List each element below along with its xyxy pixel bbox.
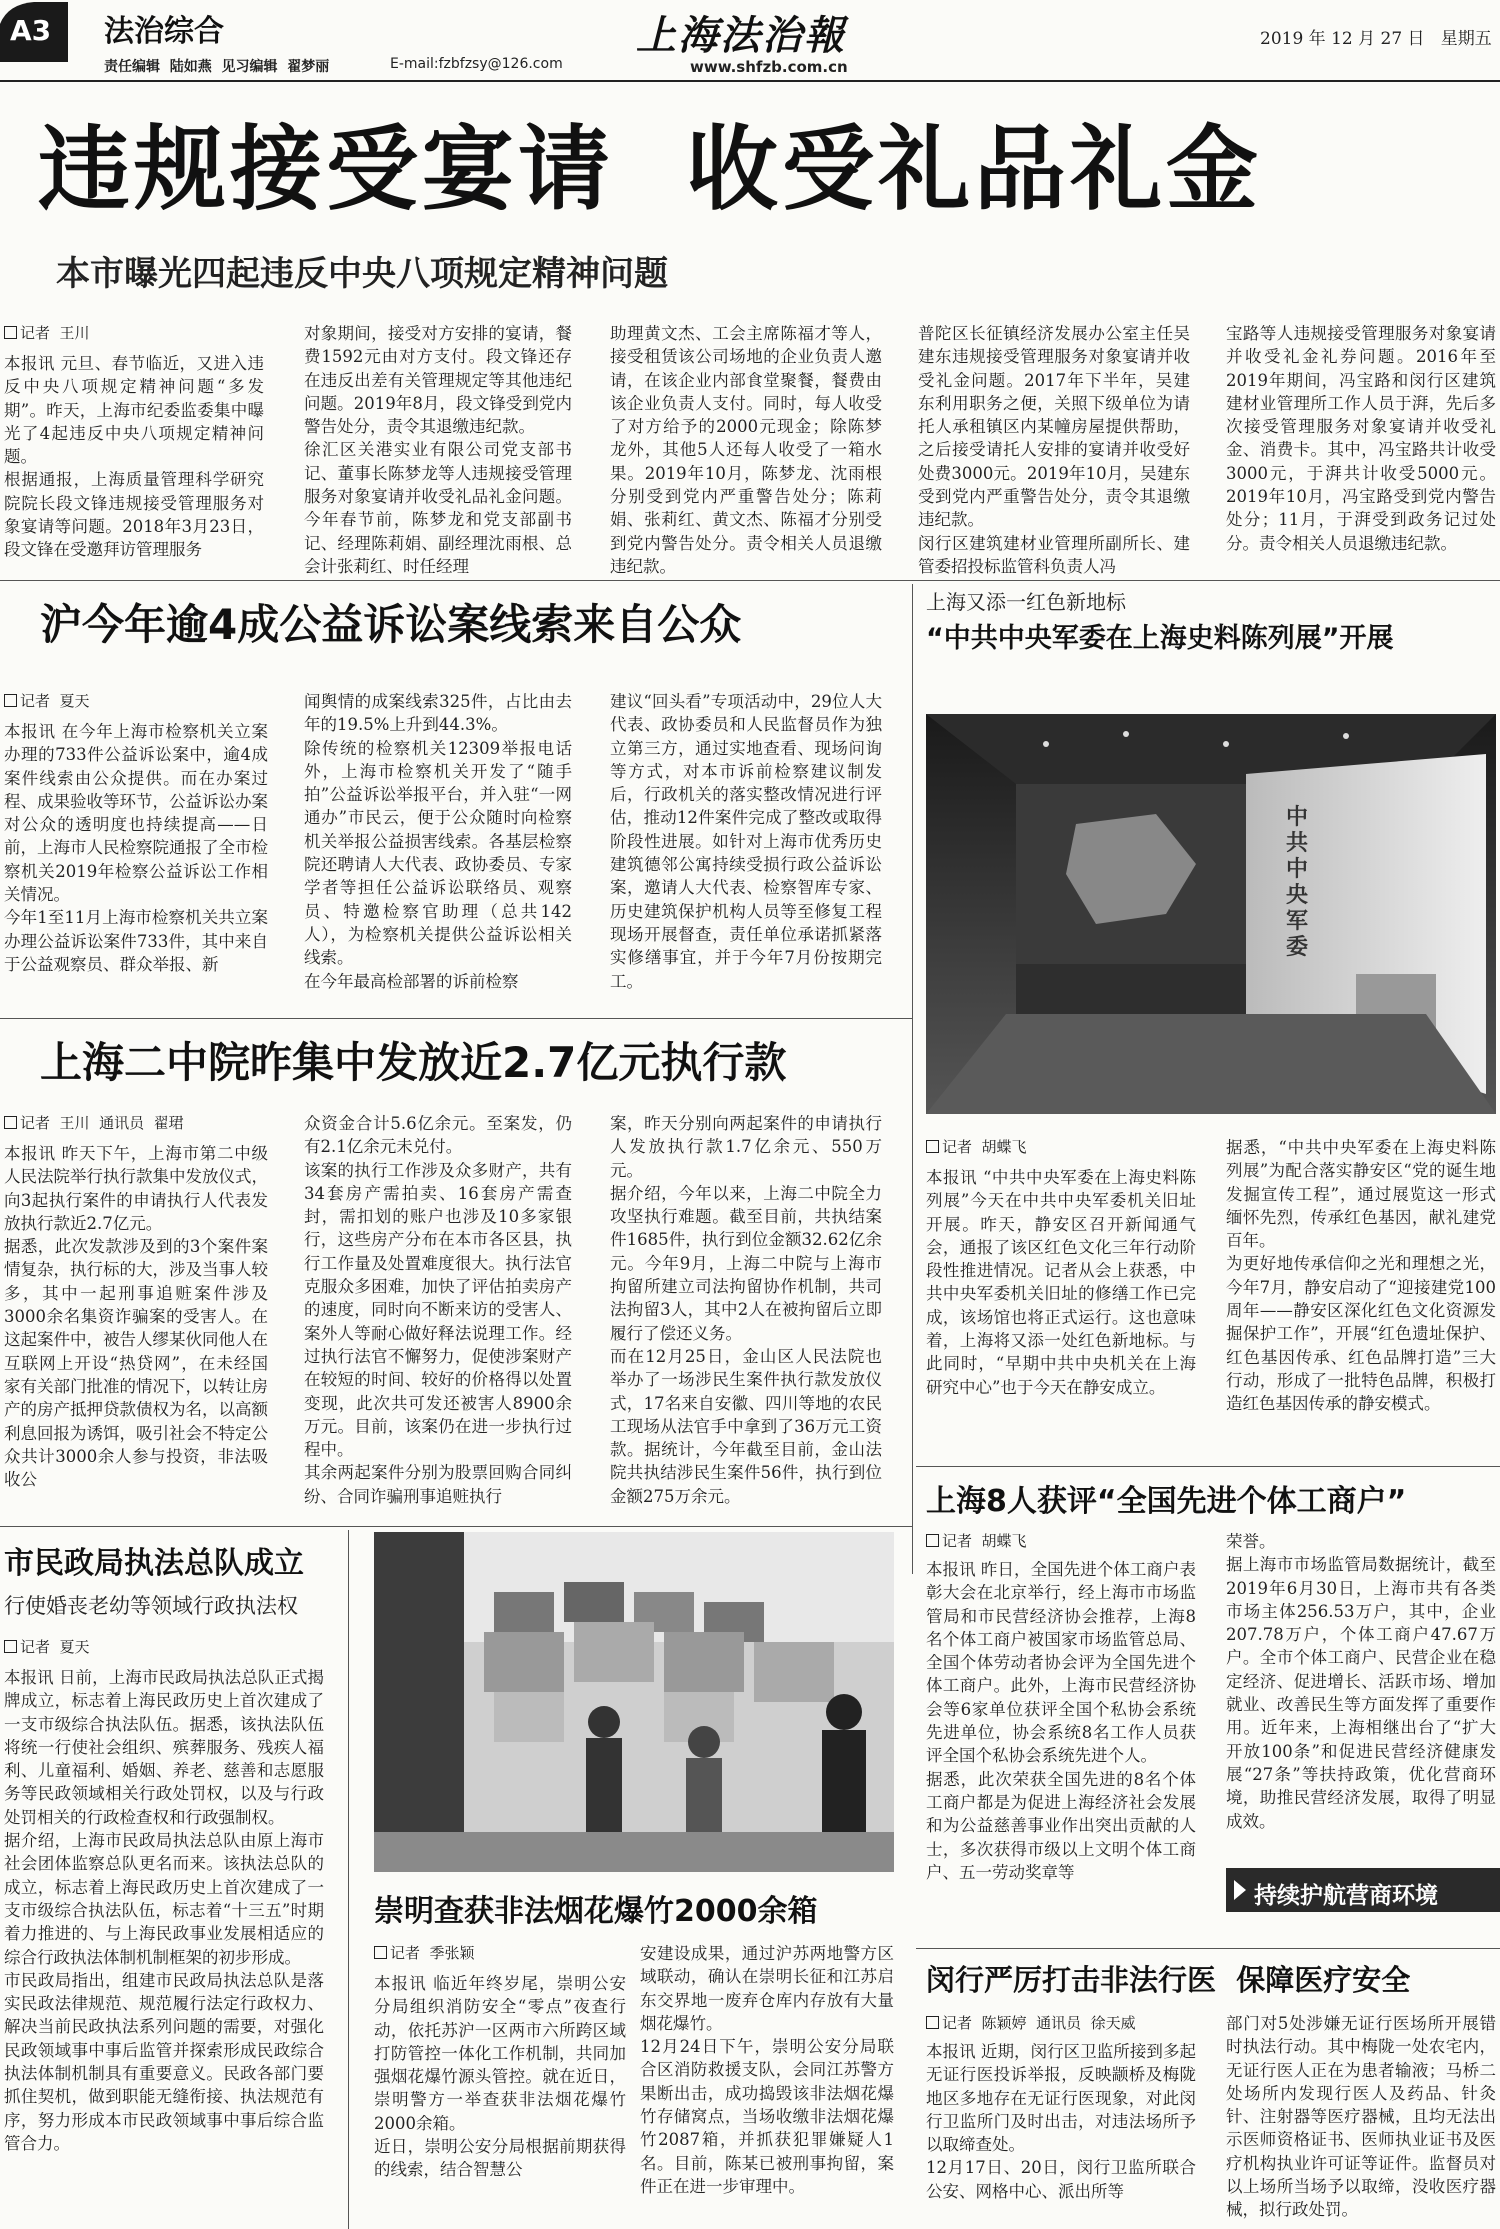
page-number: A3 <box>10 14 52 47</box>
lead-reporter <box>4 322 90 343</box>
lead-bottom-rule <box>0 580 1500 581</box>
lead-col-1: 本报讯 元旦、春节临近，又进入违反中央八项规定精神问题“多发期”。昨天，上海市纪委监委集中曝光了4起违反中央八项规定精神问题。 根据通报，上海质量管理科学研究院院长段文锋违规接受管理服务对象宴请等问题。2018年3月23日，段文锋在受邀拜访管理服务 <box>4 354 264 560</box>
reporter-box-icon <box>926 1534 939 1547</box>
story6-reporter <box>4 1636 90 1657</box>
reporter-box-icon <box>4 694 17 707</box>
story7-col-1: 本报讯 临近年终岁尾，崇明公安分局组织消防安全“零点”夜查行动，依托苏沪一区两市六所跨区域打防管控一体化工作机制，共同加强烟花爆竹源头管控。就在近日，崇明警方一举查获非法烟花爆竹2000余箱。 近日，崇明公安分局根据前期获得的线索，结合智慧公 <box>374 1974 626 2180</box>
lead-col-5: 宝路等人违规接受管理服务对象宴请并收受礼金礼券问题。2016年至2019年期间，冯宝路和闵行区建筑建材业管理所工作人员于湃，先后多次接受管理服务对象宴请并收受礼金、消费卡。其中，冯宝路共计收受3000元，于湃共计收受5000元。2019年10月，冯宝路受到党内警告处分；11月，于湃受到政务记过处分。责令相关人员退缴违纪款。 <box>1226 324 1496 553</box>
story5-col-2: 荣誉。 据上海市市场监管局数据统计，截至2019年6月30日，上海市共有各类市场主体256.53万户，其中，企业207.78万户，个体工商户47.67万户。全市个体工商户、民营企业在稳定经济、促进增长、活跃市场、增加就业、改善民生等方面发挥了重要作用。近年来，上海相继出台了“扩大开放100条”和促进民营经济健康发展“27条”等扶持政策，优化营商环境，助推民营经济发展，取得了明显成效。 <box>1226 1532 1496 1831</box>
story6-7-divider <box>348 1530 349 2229</box>
reporter-box-icon <box>926 2016 939 2029</box>
story4-kicker: 上海又添一红色新地标 <box>926 590 1126 614</box>
story2-col-2: 闻舆情的成案线索325件，占比由去年的19.5%上升到44.3%。 除传统的检察机关12309举报电话外，上海市检察机关开发了“随手拍”公益诉讼举报平台，并入驻“一网通办”市民云，便于公众随时向检察机关举报公益损害线索。各基层检察院还聘请人大代表、政协委员、专家学者等担任公益诉讼联络员、观察员、特邀检察官助理（总共142人），为检察机关提供公益诉讼相关线索。 在今年最高检部署的诉前检察 <box>304 692 572 991</box>
issue-date: 2019 年 12 月 27 日 星期五 <box>1260 29 1492 49</box>
masthead-rule <box>0 80 1500 82</box>
lead-headline: 违规接受宴请 收受礼品礼金 <box>38 116 1263 223</box>
story4-col-2: 据悉，“中共中央军委在上海史料陈列展”为配合落实静安区“党的诞生地发掘宣传工程”，通过展览这一形式缅怀先烈，传承红色基因，献礼建党百年。 为更好地传承信仰之光和理想之光，今年7月，静安启动了“迎接建党100周年——静安区深化红色文化资源发掘保护工作”，开展“红色遗址保护、红色基因传承、红色品牌打造”三大行动，形成了一批特色品牌，积极打造红色基因传承的静安模式。 <box>1226 1138 1496 1414</box>
lead-col-4: 普陀区长征镇经济发展办公室主任吴建东违规接受管理服务对象宴请并收受礼金问题。2017年下半年，吴建东利用职务之便，关照下级单位为请托人承租镇区内某幢房屋提供帮助，之后接受请托人安排的宴请并收受好处费3000元。2019年10月，吴建东受到党内严重警告处分，责令其退缴违纪款。 闵行区建筑建材业管理所副所长、建管委招投标监管科负责人冯 <box>918 324 1190 576</box>
lead-reporter-name: 记者 王川 <box>20 324 90 342</box>
editor-email[interactable]: E-mail:fzbfzsy@126.com <box>390 56 563 72</box>
page-number-badge <box>0 0 68 62</box>
story7-reporter-name: 记者 季张颖 <box>390 1944 475 1962</box>
story5-col-1: 本报讯 昨日，全国先进个体工商户表彰大会在北京举行，经上海市市场监管局和市民营经济协会推荐，上海8名个体工商户被国家市场监管总局、全国个体劳动者协会评为全国先进个体工商户。此外，上海市民营经济协会等6家单位获评全国个私协会系统先进单位，协会系统8名工作人员获评全国个私协会系统先进个人。 据悉，此次荣获全国先进的8名个体工商户都是为促进上海经济社会发展和为公益慈善事业作出突出贡献的人士，多次获得市级以上文明个体工商户、五一劳动奖章等 <box>926 1560 1196 1882</box>
story7-reporter <box>374 1942 475 1963</box>
fireworks-seizure-photo <box>374 1532 894 1872</box>
story4-reporter-name: 记者 胡蝶飞 <box>942 1138 1027 1156</box>
story4-col-1: 本报讯 “中共中央军委在上海史料陈列展”今天在中共中央军委机关旧址开展。昨天，静安区召开新闻通气会，通报了该区红色文化三年行动阶段性推进情况。记者从会上获悉，中共中央军委机关旧址的修缮工作已完成，该场馆也将正式运行。这也意味着，上海将又添一处红色新地标。与此同时，“早期中共中央机关在上海研究中心”也于今天在静安成立。 <box>926 1168 1196 1397</box>
story3-col-2: 众资金合计5.6亿余元。至案发，仍有2.1亿余元未兑付。 该案的执行工作涉及众多财产，共有34套房产需拍卖、16套房产需查封，需扣划的账户也涉及10多家银行，这些房产分布在本市各区县，执行工作量及处置难度很大。执行法官克服众多困难，加快了评估拍卖房产的速度，同时向不断来访的受害人、案外人等耐心做好释法说理工作。经过执行法官不懈努力，促使涉案财产在较短的时间、较好的价格得以处置变现，此次共可发还被害人8900余万元。目前，该案仍在进一步执行过程中。 其余两起案件分别为股票回购合同纠纷、合同诈骗刑事追赃执行 <box>304 1114 572 1506</box>
story8-col-1: 本报讯 近期，闵行区卫监所接到多起无证行医投诉举报，反映颛桥及梅陇地区多地存在无证行医现象，对此闵行卫监所门及时出击，对违法场所予以取缔查处。 12月17日、20日，闵行卫监所联合公安、网格中心、派出所等 <box>926 2042 1196 2201</box>
story7-col-2: 安建设成果，通过沪苏两地警方区域联动，确认在崇明长征和江苏启东交界地一废弃仓库内存放有大量烟花爆竹。 12月24日下午，崇明公安分局联合区消防救援支队，会同江苏警方果断出击，成功捣毁该非法烟花爆竹存储窝点，当场收缴非法烟花爆竹2087箱，并抓获犯罪嫌疑人1名。目前，陈某已被刑事拘留，案件正在进一步审理中。 <box>640 1944 894 2196</box>
story8-reporter-name: 记者 陈颖婷 通讯员 徐天威 <box>942 2014 1136 2032</box>
story2-col-3: 建议“回头看”专项活动中，29位人大代表、政协委员和人民监督员作为独立第三方，通过实地查看、现场问询等方式，对本市诉前检察建议制发后，行政机关的落实整改情况进行评估，推动12件案件完成了整改或取得阶段性进展。如针对上海市优秀历史建筑德邻公寓持续受损行政公益诉讼案，邀请人大代表、检察智库专家、历史建筑保护机构人员等至修复工程现场开展督查，责任单位承诺抓紧落实修缮事宜，并于今年7月份按期完工。 <box>610 692 882 991</box>
story3-reporter <box>4 1112 184 1133</box>
banner-arrow-icon <box>1234 1880 1246 1900</box>
story5-headline: 上海8人获评“全国先进个体工商户” <box>926 1484 1407 1519</box>
story6-text: 本报讯 日前，上海市民政局执法总队正式揭牌成立，标志着上海民政历史上首次建成了一支市级综合执法队伍。据悉，该执法队伍将统一行使社会组织、殡葬服务、残疾人福利、儿童福利、婚姻、养老、慈善和志愿服务等民政领域相关行政处罚权，以及与行政处罚相关的行政检查权和行政强制权。 据介绍，上海市民政局执法总队由原上海市社会团体监察总队更名而来。该执法总队的成立，标志着上海民政历史上首次建成了一支市级综合执法队伍，标志着“十三五”时期着力推进的、与上海民政事业发展相适应的综合行政执法体制机制框架的初步形成。 市民政局指出，组建市民政局执法总队是落实民政法律规范、规范履行法定行政权力、解决当前民政执法系列问题的需要，对强化民政领域事中事后监管并探索形成民政综合执法体制机制具有重要意义。民政各部门要抓住契机，做到职能无缝衔接、执法规范有序，努力形成本市民政领域事中事后综合监管合力。 <box>4 1668 324 2153</box>
reporter-box-icon <box>4 1116 17 1129</box>
story5-top-rule <box>916 1466 1500 1467</box>
story6-headline: 市民政局执法总队成立 <box>4 1546 304 1581</box>
newspaper-website[interactable]: www.shfzb.com.cn <box>690 58 848 76</box>
story2-reporter <box>4 690 90 711</box>
story2-col-1: 本报讯 在今年上海市检察机关立案办理的733件公益诉讼案中，逾4成案件线索由公众提供。而在办案过程、成果验收等环节，公益诉讼办案对公众的透明度也持续提高——日前，上海市人民检察院通报了全市检察机关2019年检察公益诉讼工作相关情况。 今年1至11月上海市检察机关共立案办理公益诉讼案件733件，其中来自于公益观察员、群众举报、新 <box>4 722 268 974</box>
story4-reporter <box>926 1136 1027 1157</box>
lead-col-3: 助理黄文杰、工会主席陈福才等人，接受租赁该公司场地的企业负责人邀请，在该企业内部食堂聚餐，餐费由该企业负责人支付。同时，每人收受了对方给予的2000元现金；除陈梦龙外，其他5人还每人收受了一箱水果。2019年10月，陈梦龙、沈雨根分别受到党内严重警告处分；陈莉娟、张莉红、黄文杰、陈福才分别受到党内警告处分。责令相关人员退缴违纪款。 <box>610 324 882 576</box>
section-title: 法治综合 <box>104 14 224 49</box>
story3-col-3: 案，昨天分别向两起案件的申请执行人发放执行款1.7亿余元、550万元。 据介绍，今年以来，上海二中院全力攻坚执行难题。截至目前，共执结案件1685件，执行到位金额32.62亿余元。今年9月，上海二中院与上海市拘留所建立司法拘留协作机制，共司法拘留3人，其中2人在被拘留后立即履行了偿还义务。 而在12月25日，金山区人民法院也举办了一场涉民生案件执行款发放仪式，17名来自安徽、四川等地的农民工现场从法官手中拿到了36万元工资款。据统计，今年截至目前，金山法院共执结涉民生案件56件，执行到位金额275万余元。 <box>610 1114 882 1506</box>
exhibition-sign-text: 中共中央军委 <box>1286 804 1309 960</box>
story5-reporter-name: 记者 胡蝶飞 <box>942 1532 1027 1550</box>
story6-top-rule <box>0 1526 912 1527</box>
lead-subhead: 本市曝光四起违反中央八项规定精神问题 <box>56 254 668 294</box>
story4-headline: “中共中央军委在上海史料陈列展”开展 <box>926 623 1394 654</box>
story8-headline: 闵行严厉打击非法行医 保障医疗安全 <box>926 1963 1411 1997</box>
story6-reporter-name: 记者 夏天 <box>20 1638 90 1656</box>
newspaper-nameplate: 上海法治報 <box>636 12 846 59</box>
story8-reporter <box>926 2012 1136 2033</box>
story3-col-1: 本报讯 昨天下午，上海市第二中级人民法院举行执行款集中发放仪式，向3起执行案件的申请执行人代表发放执行款近2.7亿元。 据悉，此次发款涉及到的3个案件案情复杂，执行标的大，涉及当事人较多，其中一起刑事追赃案件涉及3000余名集资诈骗案的受害人。在这起案件中，被告人缪某伙同他人在互联网上开设“热贷网”，在未经国家有关部门批准的情况下，以转让房产的房产抵押贷款债权为名，以高额利息回报为诱饵，吸引社会不特定公众共计3000余人参与投资，非法吸收公 <box>4 1144 268 1490</box>
story3-headline: 上海二中院昨集中发放近2.7亿元执行款 <box>40 1038 787 1087</box>
story3-top-rule <box>0 1018 912 1019</box>
story6-subhead: 行使婚丧老幼等领域行政执法权 <box>4 1594 298 1618</box>
story5-reporter <box>926 1530 1027 1551</box>
reporter-box-icon <box>4 1640 17 1653</box>
banner-text: 持续护航营商环境 <box>1254 1883 1438 1909</box>
story3-reporter-name: 记者 王川 通讯员 翟珺 <box>20 1114 184 1132</box>
story7-headline: 崇明查获非法烟花爆竹2000余箱 <box>374 1894 818 1929</box>
reporter-box-icon <box>4 326 17 339</box>
reporter-box-icon <box>374 1946 387 1959</box>
lead-col-2: 对象期间，接受对方安排的宴请，餐费1592元由对方支付。段文锋还存在违反出差有关管理规定等其他违纪问题。2019年8月，段文锋受到党内警告处分，责令其退缴违纪款。 徐汇区关港实业有限公司党支部书记、董事长陈梦龙等人违规接受管理服务对象宴请并收受礼品礼金问题。今年春节前，陈梦龙和党支部副书记、经理陈莉娟、副经理沈雨根、总会计张莉红、时任经理 <box>304 324 572 576</box>
story2-headline: 沪今年逾4成公益诉讼案线索来自公众 <box>40 600 742 649</box>
story8-top-rule <box>916 1948 1500 1949</box>
business-environment-banner <box>1226 1868 1500 1912</box>
exhibition-hall-photo <box>926 714 1496 1114</box>
reporter-box-icon <box>926 1140 939 1153</box>
story8-col-2: 部门对5处涉嫌无证行医场所开展错时执法行动。其中梅陇一处农宅内，无证行医人正在为患者输液；马桥二处场所内发现行医人及药品、针灸针、注射器等医疗器械，且均无法出示医师资格证书、医师执业证书及医疗机构执业许可证等证件。监督员对以上场所当场予以取缔，没收医疗器械，拟行政处罚。 <box>1226 2014 1496 2220</box>
story-column-divider <box>912 584 913 1574</box>
story2-reporter-name: 记者 夏天 <box>20 692 90 710</box>
editors-line: 责任编辑 陆如燕 见习编辑 翟梦丽 <box>104 59 330 75</box>
